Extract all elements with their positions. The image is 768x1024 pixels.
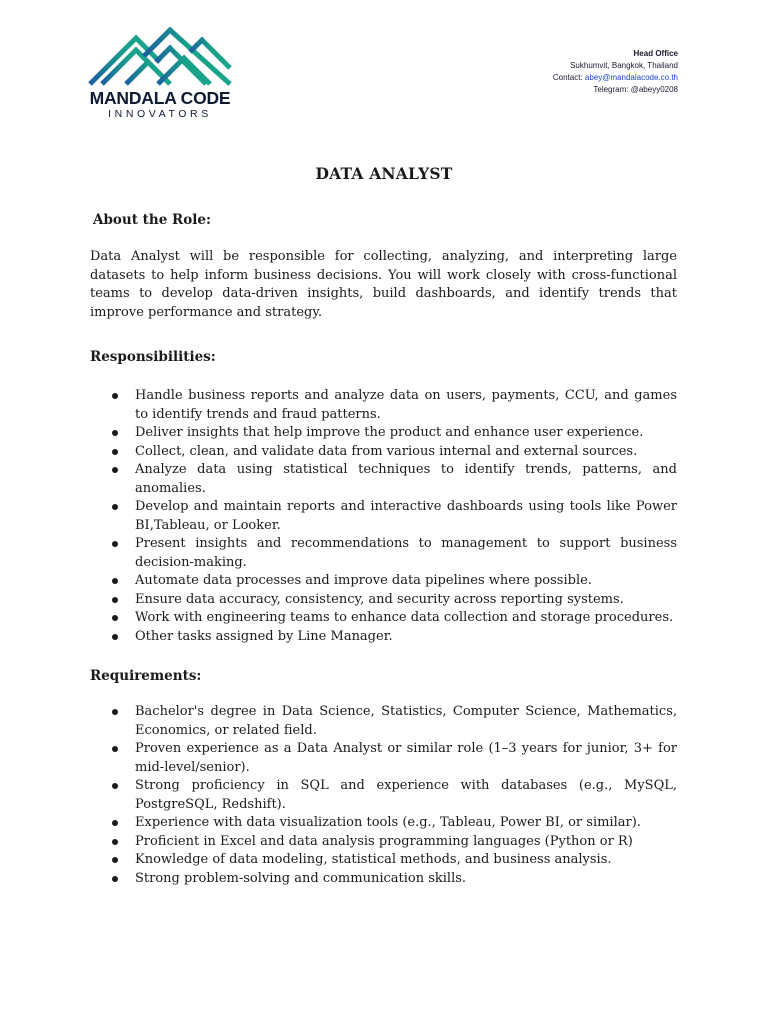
contact-heading: Head Office [633,49,678,58]
mandala-logo-icon [86,22,234,86]
contact-telegram: Telegram: @abeyy0208 [593,85,678,94]
logo-company-name: MANDALA CODE [89,88,231,108]
list-item: Strong proficiency in SQL and experience with databases (e.g., MySQL, PostgreSQL, Redshift). [90,777,677,814]
list-item: Deliver insights that help improve the product and enhance user experience. [90,424,677,443]
list-item: Experience with data visualization tools (e.g., Tableau, Power BI, or similar). [90,814,677,833]
list-item: Analyze data using statistical techniques to identify trends, patterns, and anomalies. [90,461,677,498]
contact-email-line [553,72,678,84]
requirements-heading: Requirements: [90,668,202,684]
list-item: Work with engineering teams to enhance data collection and storage procedures. [90,609,677,628]
company-logo [86,22,236,120]
about-paragraph: Data Analyst will be responsible for collecting, analyzing, and interpreting large datasets to help inform business decisions. You will work closely with cross-functional teams to develop data-driven insights, build dashboards, and identify trends that improve performance and strategy. [90,249,677,320]
list-item: Bachelor's degree in Data Science, Statistics, Computer Science, Mathematics, Economics, or related field. [90,703,677,740]
responsibilities-list [90,387,677,646]
list-item: Handle business reports and analyze data on users, payments, CCU, and games to identify trends and fraud patterns. [90,387,677,424]
list-item: Knowledge of data modeling, statistical methods, and business analysis. [90,851,677,870]
about-heading: About the Role: [93,212,211,228]
list-item: Proficient in Excel and data analysis programming languages (Python or R) [90,833,677,852]
list-item: Strong problem-solving and communication skills. [90,870,677,889]
contact-address: Sukhumvit, Bangkok, Thailand [570,61,678,70]
contact-block [553,48,678,96]
list-item: Other tasks assigned by Line Manager. [90,628,677,647]
list-item: Ensure data accuracy, consistency, and security across reporting systems. [90,591,677,610]
contact-email-label: Contact: [552,73,583,82]
requirements-list [90,703,677,888]
list-item: Present insights and recommendations to management to support business decision-making. [90,535,677,572]
logo-tagline: INNOVATORS [108,108,212,120]
page-title: DATA ANALYST [315,164,453,183]
responsibilities-heading: Responsibilities: [90,349,216,365]
list-item: Collect, clean, and validate data from various internal and external sources. [90,443,677,462]
contact-email-link[interactable]: abey@mandalacode.co.th [584,73,678,82]
list-item: Proven experience as a Data Analyst or similar role (1–3 years for junior, 3+ for mid-level/senior). [90,740,677,777]
list-item: Automate data processes and improve data pipelines where possible. [90,572,677,591]
list-item: Develop and maintain reports and interactive dashboards using tools like Power BI,Tableau, or Looker. [90,498,677,535]
